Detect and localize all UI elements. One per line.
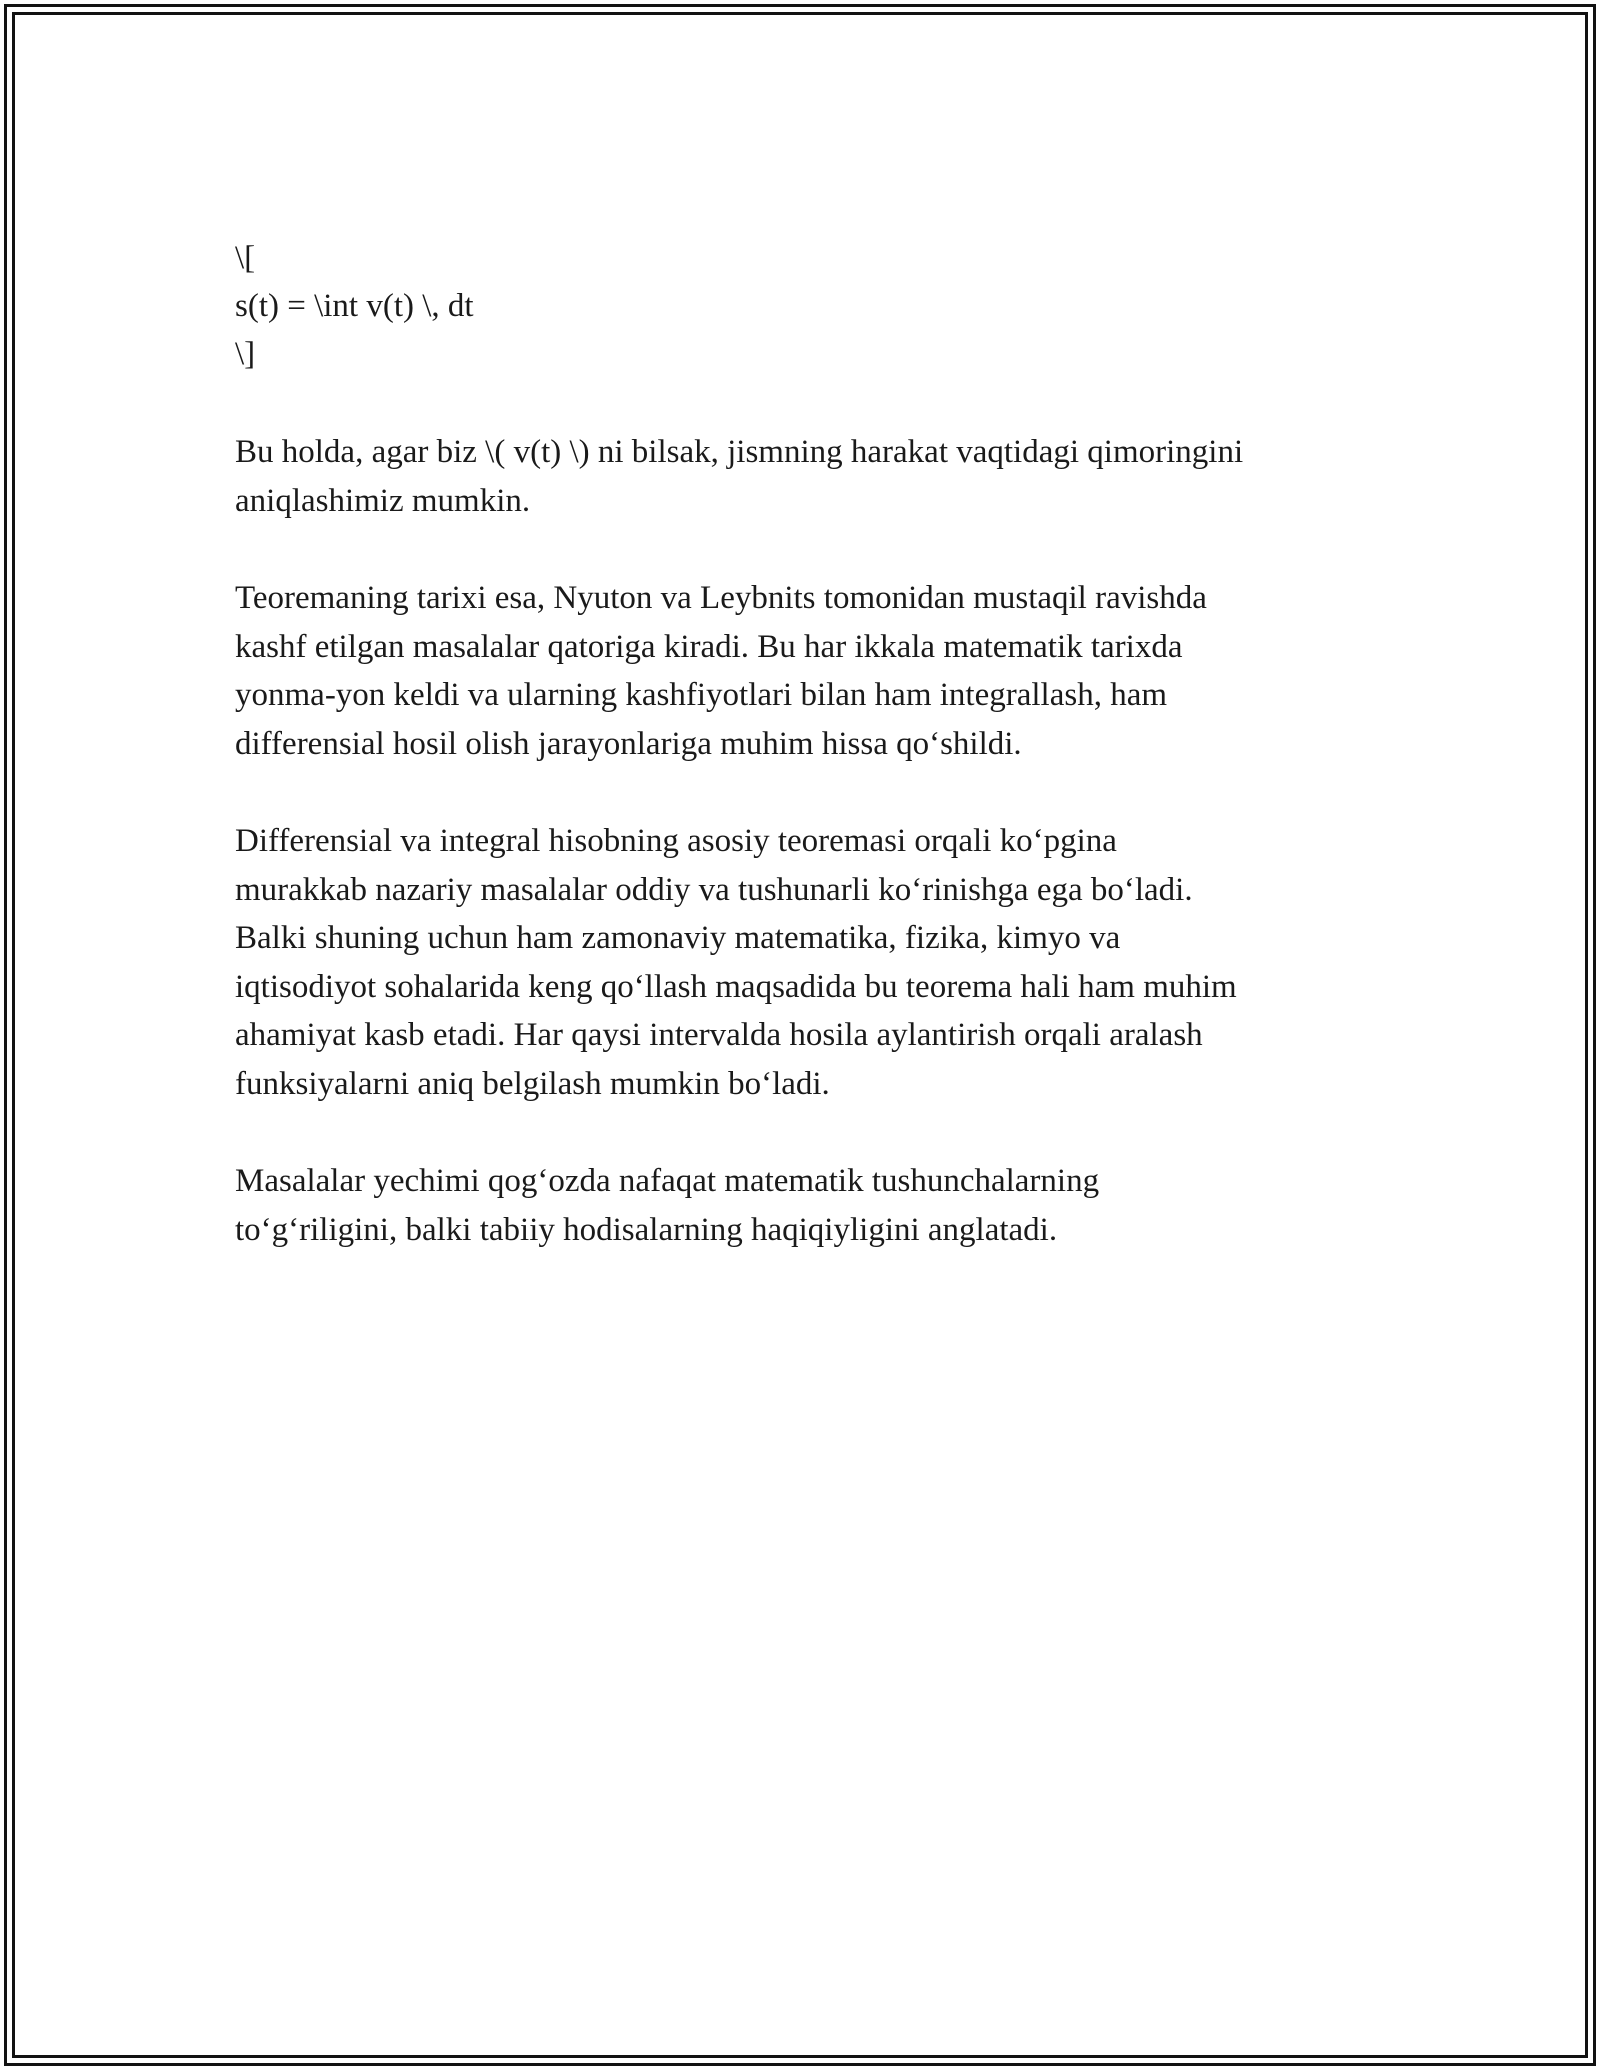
paragraph-line: aniqlashimiz mumkin. (235, 482, 531, 519)
paragraph-line: yonma-yon keldi va ularning kashfiyotlari bilan ham integrallash, ham (235, 677, 1168, 713)
paragraph-line: Differensial va integral hisobning asosiy teoremasi orqali ko‘pgina (235, 823, 1117, 859)
paragraph-line: funksiyalarni aniq belgilash mumkin bo‘ladi. (235, 1065, 830, 1102)
paragraph-line: murakkab nazariy masalalar oddiy va tushunarli ko‘rinishga ega bo‘ladi. (235, 871, 1193, 908)
paragraph-line: Masalalar yechimi qog‘ozda nafaqat matematik tushunchalarning (235, 1163, 1100, 1199)
paragraph (235, 817, 1365, 1108)
formula-line: \[ (235, 240, 256, 276)
paragraph-line: differensial hosil olish jarayonlariga muhim hissa qo‘shildi. (235, 725, 1022, 762)
paragraph-line: ahamiyat kasb etadi. Har qaysi intervalda hosila aylantirish orqali aralash (235, 1017, 1203, 1053)
paragraph-line: Bu holda, agar biz \( v(t) \) ni bilsak, jismning harakat vaqtidagi qimoringini (235, 434, 1244, 470)
paragraph-line: iqtisodiyot sohalarida keng qo‘llash maqsadida bu teorema hali ham muhim (235, 968, 1237, 1005)
paragraph (235, 428, 1365, 525)
paragraph-line: to‘g‘riligini, balki tabiiy hodisalarning haqiqiyligini anglatadi. (235, 1211, 1058, 1248)
formula-line: \] (235, 336, 256, 372)
paragraph (235, 574, 1365, 768)
paragraph-line: kashf etilgan masalalar qatoriga kiradi. Bu har ikkala matematik tarixda (235, 628, 1183, 665)
paragraph (235, 1157, 1365, 1254)
formula-block (235, 234, 1365, 378)
formula-line: s(t) = \int v(t) \, dt (235, 288, 474, 324)
paragraph-line: Teoremaning tarixi esa, Nyuton va Leybnits tomonidan mustaqil ravishda (235, 580, 1207, 616)
document-body (235, 234, 1365, 1254)
paragraph-line: Balki shuning uchun ham zamonaviy matematika, fizika, kimyo va (235, 920, 1121, 956)
